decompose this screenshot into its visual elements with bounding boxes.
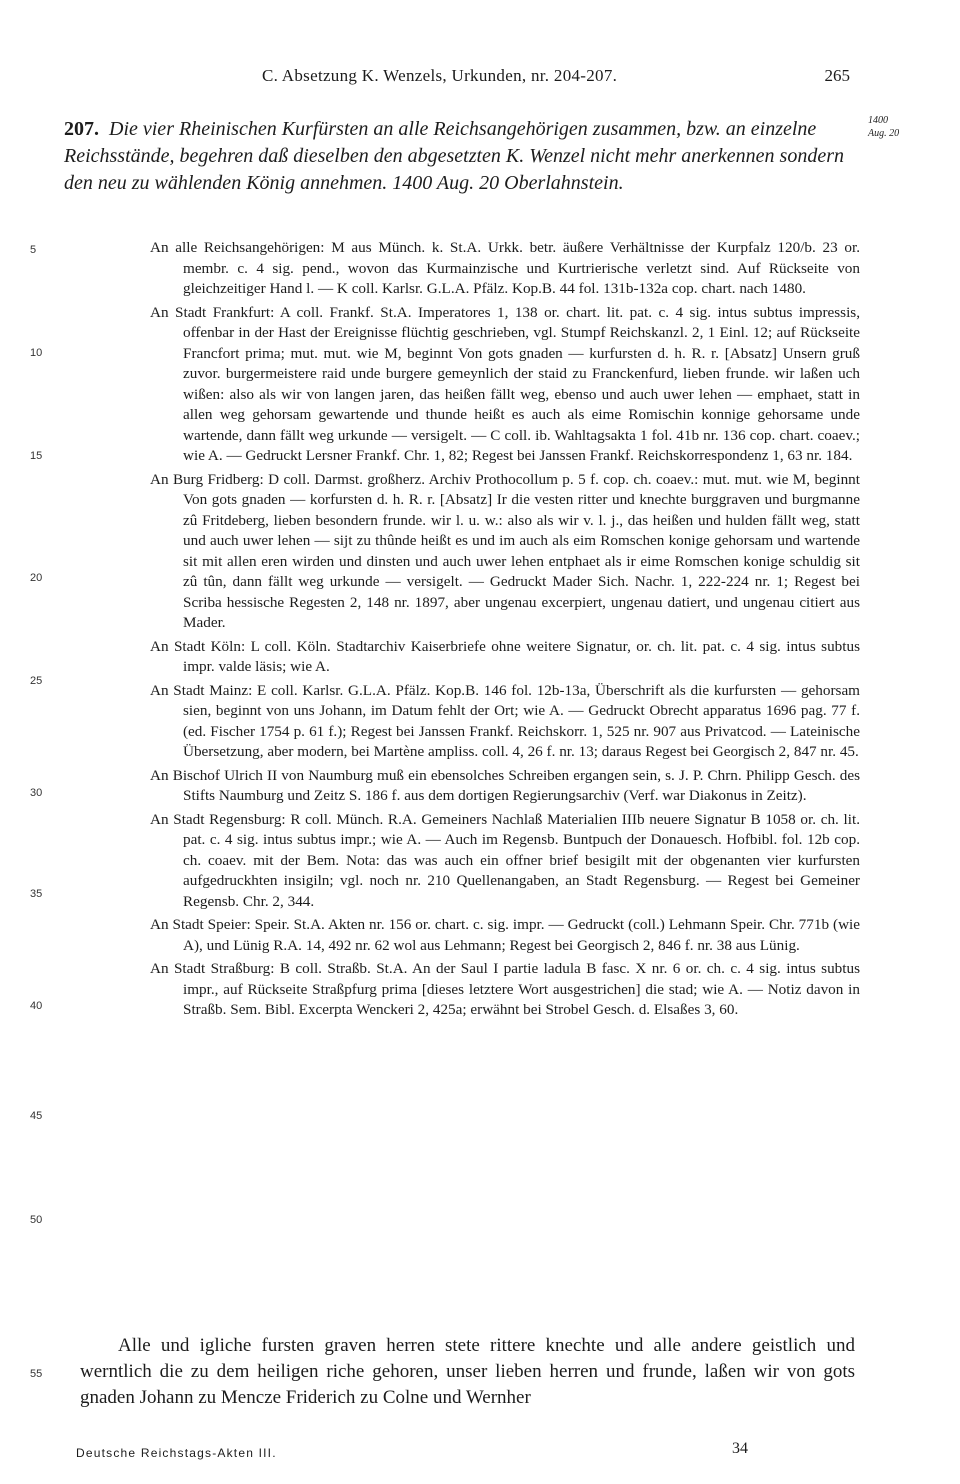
footer-series: Deutsche Reichstags-Akten III. <box>76 1446 277 1460</box>
margin-date-day: Aug. 20 <box>868 128 900 139</box>
sheet-number: 34 <box>732 1440 748 1457</box>
running-header: C. Absetzung K. Wenzels, Urkunden, nr. 204-207. <box>262 66 618 85</box>
apparatus-entry: An Stadt Frankfurt: A coll. Frankf. St.A. Imperatores 1, 138 or. chart. lit. pat. c. 4 sig. intus subtus impressis, offenbar in der Hast der Ereignisse flüchtig geschrieben, vgl. Stumpf Reichskanzl. 2, 1 Einl. 12; auf Rückseite Francfort prima; mut. mut. wie M, beginnt Von gots gnaden — kurfursten d. h. R. r. [Absatz] Unsern gruß zuvor. burgermeistere raid unde burgere gemeynlich der staid zu Franckenfurd, lieben frunde. wir laßen uch wißen: also als wir von langen jaren, das heißen fällt weg, ebenso und auch uwer lehen — emphaet, statt in allen weg gehorsam gewartende und thunde heißt es auch als eime Romischin konnige gehorsame unde wartende, dann fällt weg urkunde — versigelt. — C coll. ib. Wahltagsakta 1 fol. 41b nr. 136 cop. chart. coaev.; wie A. — Gedruckt Lersner Frankf. Chr. 1, 82; Regest bei Janssen Frankf. Reichskorrespondenz 1, 63 nr. 184. <box>150 303 860 464</box>
apparatus-entry: An Burg Fridberg: D coll. Darmst. großherz. Archiv Prothocollum p. 5 f. cop. ch. coaev.: mut. mut. wie M, beginnt Von gots gnaden — korfursten d. h. R. r. [Absatz] Ir die vesten ritter und knechte burggraven und burgmanne zû Fritdeberg, lieben besondern frunde. wir l. u. w.: also als wir v. l. j., das heißen und hulden fällt weg, statt und auch uwer lehen — sijt zu thûnde heißt es und im auch als eim Romschen konige gehorsam und wartende sit mit allen eren wirden und dinsten und auch uwer lehen entphaet als ir eime Romschen konige schuldig sit zû tûn, dann fällt weg urkunde — versigelt. — Gedruckt Mader Sich. Nachr. 1, 222-224 nr. 1; Regest bei Scriba hessische Regesten 2, 148 nr. 1897, aber ungenau excerpiert, ungenau datiert, und ungenau citiert aus Mader. <box>150 470 860 631</box>
margin-date <box>868 114 899 140</box>
line-number: 50 <box>30 1214 43 1226</box>
line-number: 55 <box>30 1368 43 1380</box>
apparatus-entry: An Bischof Ulrich II von Naumburg muß ein ebensolches Schreiben ergangen sein, s. J. P. Chrn. Philipp Gesch. des Stifts Naumburg und Zeitz S. 186 f. aus dem dortigen Regierungsarchiv (Verf. war Diakonus in Zeitz). <box>150 766 860 804</box>
line-number: 5 <box>30 244 37 256</box>
line-number: 20 <box>30 572 43 584</box>
apparatus-entry: An Stadt Mainz: E coll. Karlsr. G.L.A. Pfälz. Kop.B. 146 fol. 12b-13a, Überschrift als die kurfursten — gehorsam sien, beginnt von uns Johann, im Datum fehlt der Ort; wie A. — Gedruckt Obrecht apparatus 1696 pag. 77 f. (ed. Fischer 1754 p. 61 f.); Regest bei Janssen Frankf. Reichskorr. 1, 525 nr. 907 aus Privatcod. — Lateinische Übersetzung, aber modern, bei Martène ampliss. coll. 4, 26 f. nr. 13; daraus Regest bei Georgisch 2, 847 nr. 45. <box>150 681 860 760</box>
margin-date-year: 1400 <box>868 115 888 126</box>
line-number: 45 <box>30 1110 43 1122</box>
document-heading <box>64 116 864 197</box>
apparatus-entry: An alle Reichsangehörigen: M aus Münch. k. St.A. Urkk. betr. äußere Verhältnisse der Kurpfalz 120/b. 23 or. membr. c. 4 sig. pend., wovon das Kurmainzische und Kurtrierische verletzt sind. Auf Rückseite von gleichzeitiger Hand l. — K coll. Karlsr. G.L.A. Pfälz. Kop.B. 44 fol. 131b-132a cop. chart. nach 1480. <box>150 239 860 297</box>
document-number: 207. <box>64 118 99 140</box>
line-number: 30 <box>30 787 43 799</box>
apparatus-entry: An Stadt Regensburg: R coll. Münch. R.A. Gemeiners Nachlaß Materialien IIIb neuere Signatur B 1058 or. ch. lit. pat. c. 4 sig. intus subtus impr.; wie A. — Auch im Regensb. Buntpuch der Donauesch. Hofbibl. fol. 12b cop. ch. coaev. mit der Bem. Nota: das was auch ein offner brief besigilt mit der obgenanten vier kurfursten aufgedruckhten insigiln; vgl. noch nr. 210 Quellenangaben, an Stadt Regensburg. — Regest bei Gemeiner Regensb. Chr. 2, 344. <box>150 810 860 910</box>
apparatus-entry: An Stadt Straßburg: B coll. Straßb. St.A. An der Saul I partie ladula B fasc. X nr. 6 or. ch. c. 4 sig. intus subtus impr., auf Rückseite Straßpfurg prima [dieses letztere Wort ausgestrichen] die stad; wie A. — Notiz davon in Straßb. Sem. Bibl. Excerpta Wenckeri 2, 425a; erwähnt bei Strobel Gesch. d. Elsaßes 3, 60. <box>150 960 860 1018</box>
page-number: 265 <box>824 66 850 85</box>
document-summary: Die vier Rheinischen Kurfürsten an alle Reichsangehörigen zusammen, bzw. an einzelne Reichsstände, begehren daß dieselben den abgesetzten K. Wenzel nicht mehr anerkennen sondern den neu zu wählenden König annehmen. 1400 Aug. 20 Oberlahnstein. <box>64 118 844 194</box>
apparatus-entry: An Stadt Speier: Speir. St.A. Akten nr. 156 or. chart. c. sig. impr. — Gedruckt (coll.) Lehmann Speir. Chr. 771b (wie A), und Lünig R.A. 14, 492 nr. 62 wol aus Lehmann; Regest bei Georgisch 2, 846 f. nr. 38 aus Lünig. <box>150 916 860 954</box>
line-number: 15 <box>30 450 43 462</box>
apparatus <box>150 238 860 1024</box>
main-text: Alle und igliche fursten graven herren stete rittere knechte und alle andere geistlich und werntlich die zu dem heiligen riche gehoren, unser lieben herren und frunde, laßen wir von gots gnaden Johann zu Mencze Friderich zu Colne und Wernher <box>80 1335 855 1408</box>
apparatus-entry: An Stadt Köln: L coll. Köln. Stadtarchiv Kaiserbriefe ohne weitere Signatur, or. ch. lit. pat. c. 4 sig. intus subtus impr. valde läsis; wie A. <box>150 637 860 675</box>
line-number: 25 <box>30 675 43 687</box>
line-number: 10 <box>30 347 43 359</box>
line-number: 35 <box>30 888 43 900</box>
line-number: 40 <box>30 1000 43 1012</box>
